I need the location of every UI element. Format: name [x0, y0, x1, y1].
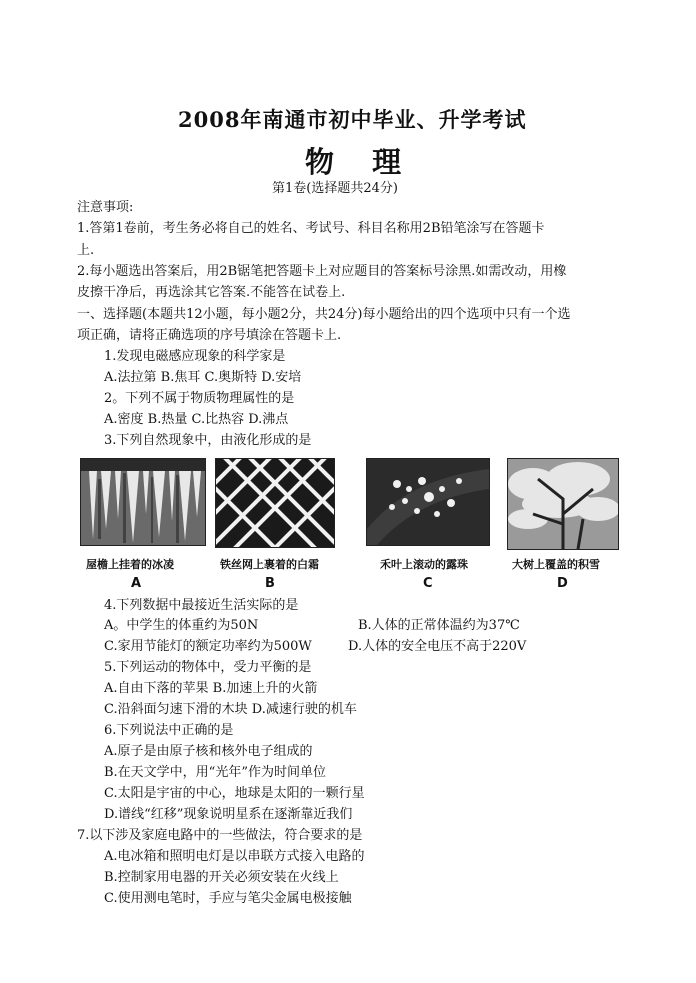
figure-c-letter: C — [423, 576, 433, 591]
note-2-line-1: 2.每小题选出答案后，用2B锯笔把答题卡上对应题目的答案标号涂黑.如需改动，用橡 — [77, 264, 567, 279]
notes-heading: 注意事项: — [77, 200, 134, 215]
question-7-option-b: B.控制家用电器的开关必须安装在火线上 — [104, 870, 339, 885]
question-7-option-c: C.使用测电笔时，手应与笔尖金属电极接触 — [104, 891, 352, 906]
volume-label: 第1卷(选择题共24分) — [272, 181, 398, 196]
subject-title: 物 理 — [305, 145, 416, 179]
question-5-options-cd: C.沿斜面匀速下滑的木块 D.减速行驶的机车 — [104, 702, 357, 717]
question-5: 5.下列运动的物体中，受力平衡的是 — [104, 660, 312, 675]
question-1: 1.发现电磁感应现象的科学家是 — [104, 349, 286, 364]
note-1-line-1: 1.答第1卷前，考生务必将自己的姓名、考试号、科目名称用2B铅笔涂写在答题卡 — [77, 221, 545, 236]
question-6: 6.下列说法中正确的是 — [104, 723, 234, 738]
figure-d-letter: D — [557, 576, 568, 591]
question-7: 7.以下涉及家庭电路中的一些做法，符合要求的是 — [77, 828, 363, 843]
figure-c-caption: 禾叶上滚动的露珠 — [380, 558, 468, 571]
question-4-option-a: A。中学生的体重约为50N — [104, 618, 259, 633]
exam-title: 2008年南通市初中毕业、升学考试 — [178, 107, 527, 132]
note-1-line-2: 上. — [77, 243, 95, 258]
question-6-option-c: C.太阳是宇宙的中心，地球是太阳的一颗行星 — [104, 786, 365, 801]
question-5-options-ab: A.自由下落的苹果 B.加速上升的火箭 — [104, 681, 318, 696]
question-7-option-a: A.电冰箱和照明电灯是以串联方式接入电路的 — [104, 849, 365, 864]
figure-a-letter: A — [131, 576, 142, 591]
question-4: 4.下列数据中最接近生活实际的是 — [104, 598, 299, 613]
figure-d-caption: 大树上覆盖的积雪 — [512, 558, 600, 571]
question-6-option-b: B.在天文学中，用“光年”作为时间单位 — [104, 765, 326, 780]
question-6-option-a: A.原子是由原子核和核外电子组成的 — [104, 744, 313, 759]
question-3: 3.下列自然现象中，由液化形成的是 — [104, 433, 312, 448]
question-4-option-d: D.人体的安全电压不高于220V — [348, 639, 527, 654]
question-1-options: A.法拉第 B.焦耳 C.奥斯特 D.安培 — [104, 370, 302, 385]
question-2: 2。下列不属于物质物理属性的是 — [104, 391, 295, 406]
snow-on-tree-photo — [507, 458, 619, 550]
section-instruction-line-2: 项正确，请将正确选项的序号填涂在答题卡上. — [77, 328, 342, 343]
question-4-option-c: C.家用节能灯的额定功率约为500W — [104, 639, 312, 654]
figure-b-letter: B — [265, 576, 275, 591]
question-4-option-b: B.人体的正常体温约为37℃ — [358, 618, 520, 633]
question-2-options: A.密度 B.热量 C.比热容 D.沸点 — [104, 412, 289, 427]
dew-on-leaf-photo — [366, 458, 490, 546]
question-6-option-d: D.谱线“红移”现象说明星系在逐渐靠近我们 — [104, 807, 353, 822]
frost-wire-mesh-photo — [215, 458, 335, 548]
figure-a-caption: 屋檐上挂着的冰凌 — [86, 558, 174, 571]
figure-b-caption: 铁丝网上裹着的白霜 — [220, 558, 319, 571]
section-instruction-line-1: 一、选择题(本题共12小题，每小题2分，共24分)每小题给出的四个选项中只有一个选 — [77, 307, 571, 322]
icicles-photo — [80, 458, 206, 546]
note-2-line-2: 皮擦干净后，再选涂其它答案.不能答在试卷上. — [77, 285, 346, 300]
